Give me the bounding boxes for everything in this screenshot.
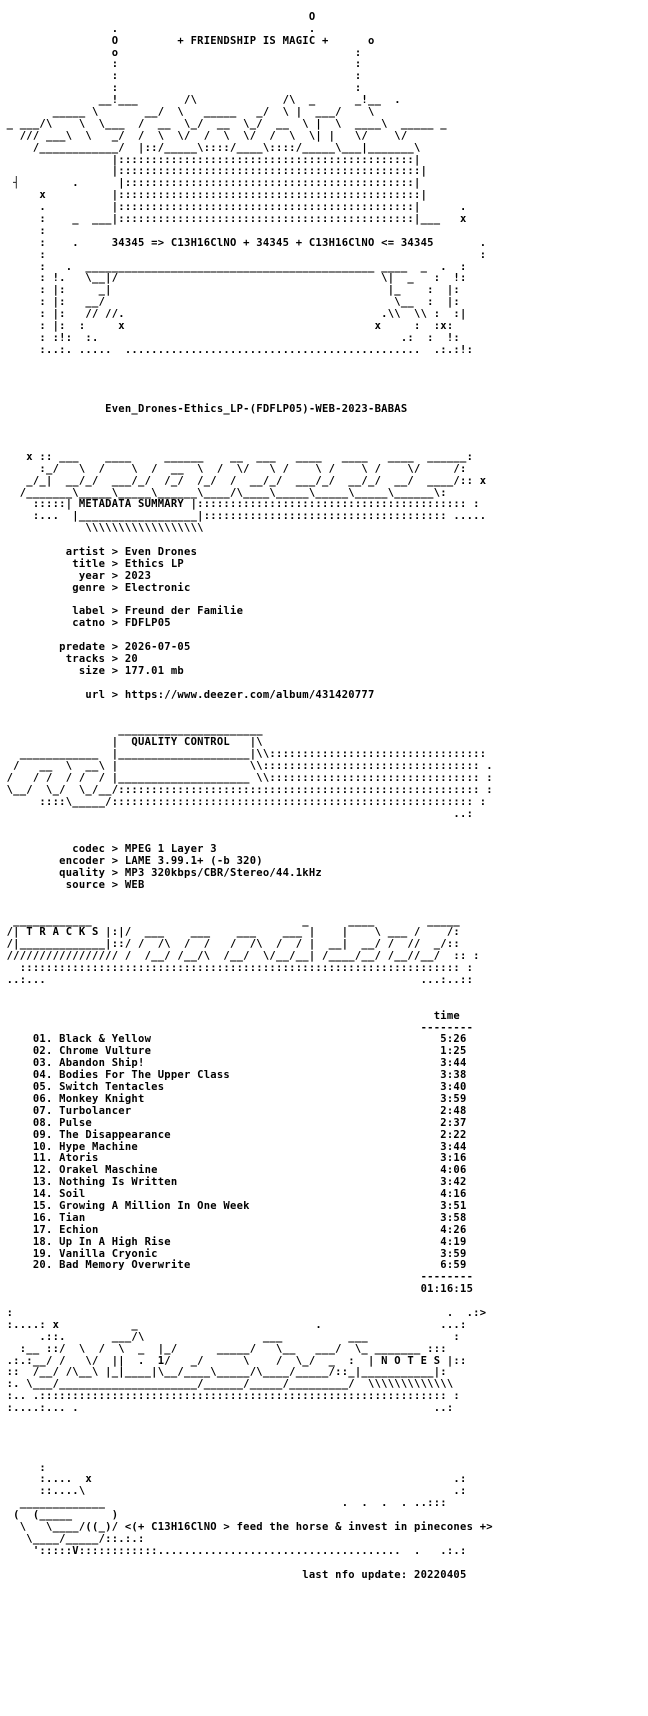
nfo-line: :.. .:::::::::::::::::::::::::::::::::::::::::::::::::::::::::::::: : [0,1390,461,1403]
nfo-line: :__ ::/ \ / \ _ |_/ _____/ \__ ___/ \_ _______ ::: [0,1342,447,1355]
nfo-line: _____ \ __/ \ _____ _/ \ | ___/ \ [0,106,375,119]
nfo-line: 06. Monkey Knight 3:59 [0,1092,467,1105]
nfo-line: |:::::::::::::::::::::::::::::::::::::::::::::| [0,153,421,166]
nfo-line: codec > MPEG 1 Layer 3 [0,843,217,856]
nfo-line: \\\\\\\\\\\\\\\\\\ [0,522,204,535]
nfo-line: 16. Tian 3:58 [0,1211,467,1224]
nfo-line: : : [0,248,487,261]
nfo-line: /_______\_____\_____\______\____/\____\_____\_____\_____\______\: [0,486,447,499]
nfo-line: predate > 2026-07-05 [0,641,191,654]
nfo-line: 01. Black & Yellow 5:26 [0,1033,467,1046]
nfo-line: artist > Even Drones [0,545,198,558]
nfo-line: 14. Soil 4:16 [0,1188,467,1201]
nfo-line: /| T R A C K S |:|/ ___ ___ ___ ___ | | \ ___ / /: [0,926,461,939]
nfo-line: 09. The Disappearance 2:22 [0,1128,467,1141]
nfo-line: :....:... . ..: [0,1402,454,1415]
nfo-line: encoder > LAME 3.99.1+ (-b 320) [0,855,263,868]
nfo-line: _/_| __/_/ ___/_/ /_/ /_/ / __/_/ ___/_/ __/_/ __/ ____/:: x [0,474,487,487]
nfo-line: : :!: :. .: : !: [0,331,461,344]
nfo-line [0,702,648,714]
nfo-line [0,999,648,1011]
nfo-line: 13. Nothing Is Written 3:42 [0,1176,467,1189]
nfo-line: ..: [0,807,474,820]
nfo-line: : [0,224,47,237]
nfo-line: 10. Hype Machine 3:44 [0,1140,467,1153]
nfo-line: 04. Bodies For The Upper Class 3:38 [0,1069,467,1082]
nfo-line: .:.:__/ / \/ || . 1/ _/ \ / \_/ _ : | N O T E S |:: [0,1354,467,1367]
nfo-line: year > 2023 [0,569,152,582]
nfo-line: 17. Echion 4:26 [0,1223,467,1236]
nfo-line [0,1415,648,1427]
nfo-line: source > WEB [0,878,145,891]
nfo-line: :::::| METADATA SUMMARY |::::::::::::::::::::::::::::::::::::::::: : [0,498,480,511]
nfo-line [0,1451,648,1463]
nfo-line: /____________/ |::/_____\::::/____\::::/_____\___|_______\ [0,141,421,154]
nfo-line: : : [0,82,362,95]
nfo-line: : [0,1461,47,1474]
nfo-line: _ ___/\ \ \___ / __ \_/ __ \_/ __ \ | \ ____\ _____ _ [0,117,447,130]
nfo-line: _____________ . . . . ..::: [0,1497,447,1510]
nfo-line: : |: _| |_ : |: [0,284,461,297]
nfo-line [0,416,648,428]
nfo-line: :: /__/ /\__\ |_|____|\__/____\_____/\____/_____/::_|___________|: [0,1366,447,1379]
nfo-line: time [0,1009,461,1022]
nfo-line: \__/ \_/ \_/__/::::::::::::::::::::::::::::::::::::::::::::::::::::::: : [0,783,493,796]
nfo-line [0,987,648,999]
nfo-line: -------- [0,1271,474,1284]
nfo-line: : : [0,58,362,71]
nfo-line: :.... x .: [0,1473,467,1486]
nfo-line: : |: : x x : :x: [0,320,454,333]
nfo-line: 07. Turbolancer 2:48 [0,1104,467,1117]
nfo-line: :..:. ..... ............................................. .:.:!: [0,343,474,356]
nfo-line: : : [0,70,362,83]
nfo-line: 18. Up In A High Rise 4:19 [0,1235,467,1248]
nfo-line: 19. Vanilla Cryonic 3:59 [0,1247,467,1260]
nfo-line: ':::::V::::::::::::..................................... . .:.: [0,1544,467,1557]
nfo-line: Even_Drones-Ethics_LP-(FDFLP05)-WEB-2023-BABAS [0,403,408,416]
nfo-line [0,904,648,916]
nfo-line: x :: ___ ____ ______ __ ___ ____ ____ ____ ______: [0,450,474,463]
nfo-line: url > https://www.deezer.com/album/431420777 [0,688,375,701]
nfo-line: __!___ /\ /\ _ _!__ . [0,94,401,107]
nfo-line: ::::::::::::::::::::::::::::::::::::::::::::::::::::::::::::::::::: : [0,962,474,975]
nfo-line: : |: // //. .\\ \\ : :| [0,308,467,321]
nfo-line: genre > Electronic [0,581,191,594]
nfo-line: ______________________ [0,724,263,737]
nfo-line: O [0,10,316,23]
nfo-line: label > Freund der Familie [0,605,244,618]
nfo-line: ::....\ .: [0,1485,467,1498]
nfo-line [0,820,648,832]
nfo-line: /// ___\ \ _/ / \ \/ / \ \/ / \ \| | \/ \/ [0,129,428,142]
nfo-line: -------- [0,1021,474,1034]
nfo-line: ///////////////// / /__/ /__/\ /__/ \/__/__| /____/__/ /__//__/ :: : [0,950,480,963]
nfo-line: 05. Switch Tentacles 3:40 [0,1081,467,1094]
nfo-line: 15. Growing A Million In One Week 3:51 [0,1199,467,1212]
nfo-line [0,428,648,440]
nfo-line: \ \____/((_)/ <(+ C13H16ClNO > feed the horse & invest in pinecones +> [0,1521,493,1533]
nfo-line: 03. Abandon Ship! 3:44 [0,1057,467,1070]
nfo-line: / __ \ __\ | \\::::::::::::::::::::::::::::::::: . [0,760,493,772]
nfo-line: x |::::::::::::::::::::::::::::::::::::::::::::::| [0,189,428,202]
nfo-line: o : [0,46,362,59]
nfo-line: quality > MP3 320kbps/CBR/Stereo/44.1kHz [0,867,323,880]
nfo-line: ┤ . |::::::::::::::::::::::::::::::::::::::::::::| [0,177,421,190]
nfo-line: : . .:> [0,1306,487,1319]
nfo-line: ____________ |____________________|\\::::::::::::::::::::::::::::::::: [0,748,487,761]
nfo-line: \____/_____/::.:.: [0,1532,145,1545]
nfo-line: last nfo update: 20220405 [0,1568,467,1581]
nfo-line: title > Ethics LP [0,557,185,570]
nfo-line: 08. Pulse 2:37 [0,1116,467,1129]
nfo-line: |::::::::::::::::::::::::::::::::::::::::::::::| [0,165,428,178]
nfo-line: .::. ___/\ ___ ___ : [0,1330,461,1343]
nfo-line: :. \___/_____________________/______/_____/_________/ \\\\\\\\\\\\\ [0,1378,454,1391]
nfo-line: ..:... ...:..:: [0,974,474,987]
nfo-line: :....: x _ . ...: [0,1318,467,1331]
nfo-line: 12. Orakel Maschine 4:06 [0,1164,467,1177]
nfo-line: O + FRIENDSHIP IS MAGIC + o [0,34,375,47]
nfo-line: ( (_____ ) [0,1509,119,1522]
nfo-line: 11. Atoris 3:16 [0,1152,467,1165]
nfo-line: : . ____________________________________________ ____ _ . : [0,260,467,273]
nfo-line: 02. Chrome Vulture 1:25 [0,1045,467,1058]
nfo-line: | QUALITY CONTROL |\ [0,736,263,749]
nfo-line: ____________ _ ____ _____ [0,914,461,927]
nfo-line: tracks > 20 [0,652,139,665]
nfo-line [0,369,648,381]
nfo-line: catno > FDFLP05 [0,617,171,630]
nfo-line: /|_____________|::/ / /\ / / / /\ / / | __| __/ / // _/:: [0,938,461,951]
nfo-line [0,892,648,904]
nfo-line: : . 34345 => C13H16ClNO + 34345 + C13H16ClNO <= 34345 . [0,236,487,249]
nfo-line: size > 177.01 mb [0,664,185,677]
nfo-line: : |: __/ \__ : |: [0,296,461,309]
nfo-line [0,678,648,690]
nfo-line [0,1427,648,1439]
nfo-line: ::::\_____/::::::::::::::::::::::::::::::::::::::::::::::::::::::: : [0,795,487,808]
nfo-line: :... |__________________|::::::::::::::::::::::::::::::::::::: ..... [0,510,487,523]
nfo-line: 20. Bad Memory Overwrite 6:59 [0,1259,467,1272]
nfo-line: : !. \__|/ \| _ : !: [0,272,467,285]
nfo-line: :_/ \ / \ / __ \ / \/ \ / \ / \ / \/ /: [0,462,467,475]
nfo-line: : _ ___|:::::::::::::::::::::::::::::::::::::::::::::|___ x [0,213,467,226]
nfo-line: 01:16:15 [0,1283,474,1296]
nfo-line: . |:::::::::::::::::::::::::::::::::::::::::::::| . [0,201,467,214]
nfo-line [0,1439,648,1451]
nfo-line [0,357,648,369]
nfo-line [0,381,648,393]
nfo-line: / / / / / / |____________________ \\:::::::::::::::::::::::::::::::: : [0,771,493,784]
nfo-line [0,1558,648,1570]
nfo-line: . . [0,22,316,35]
